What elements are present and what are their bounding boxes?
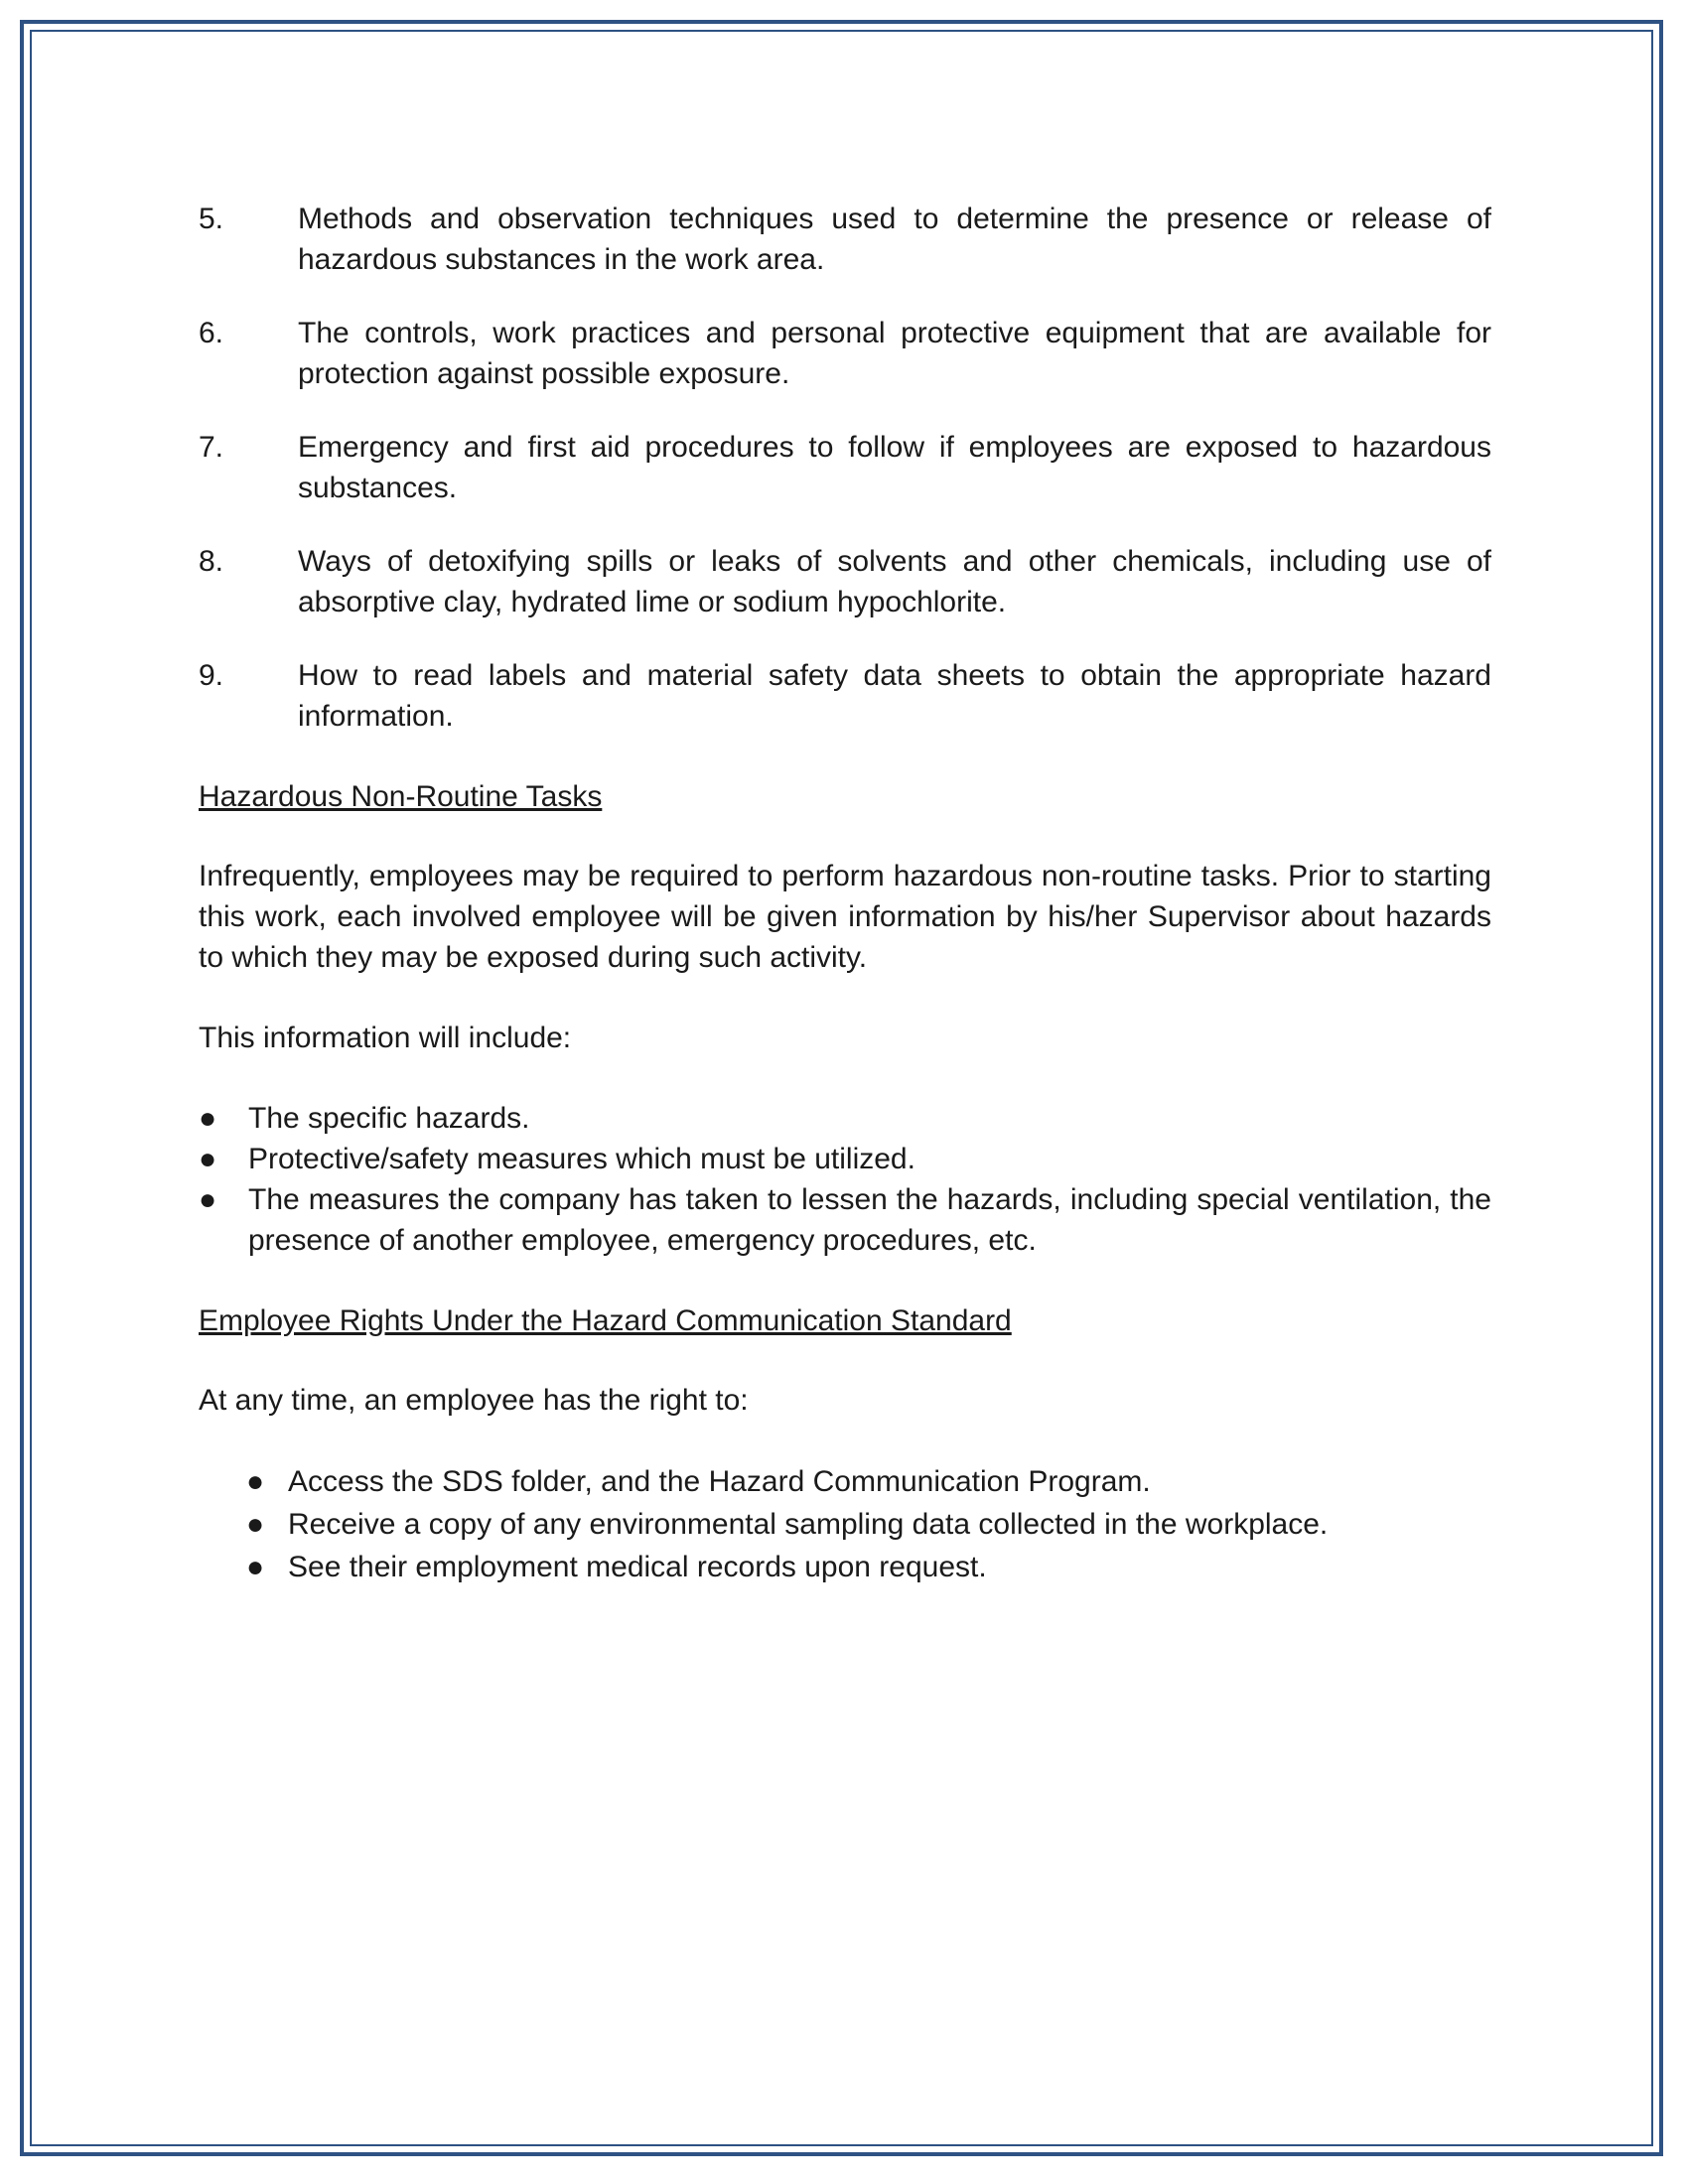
numbered-item: [199, 655, 1491, 737]
numbered-item: [199, 313, 1491, 394]
item-text: Emergency and first aid procedures to follow if employees are exposed to hazardous substances.: [298, 431, 1491, 504]
list-item: [199, 1139, 1491, 1179]
rights-intro: At any time, an employee has the right to:: [199, 1384, 749, 1417]
list-item: [199, 1546, 1491, 1588]
list-item: [199, 1503, 1491, 1546]
item-number: 8.: [199, 545, 224, 578]
list-item: [199, 1179, 1491, 1261]
numbered-item: [199, 541, 1491, 622]
item-text: How to read labels and material safety data sheets to obtain the appropriate hazard information.: [298, 659, 1491, 733]
list-item-text: The measures the company has taken to lessen the hazards, including special ventilation, the presence of another employee, emergency procedures, etc.: [248, 1183, 1491, 1257]
numbered-item: [199, 199, 1491, 280]
list-item: [199, 1460, 1491, 1503]
item-number: 7.: [199, 431, 224, 464]
list-item-text: Access the SDS folder, and the Hazard Communication Program.: [288, 1465, 1151, 1498]
bullet-icon: ●: [246, 1465, 265, 1498]
list-item-text: Receive a copy of any environmental sampling data collected in the workplace.: [288, 1508, 1329, 1541]
item-number: 5.: [199, 203, 224, 235]
numbered-item: [199, 427, 1491, 508]
nonroutine-paragraph: Infrequently, employees may be required to perform hazardous non-routine tasks. Prior to starting this work, each involved employee will be given information by his/her Supervisor about hazards to which they may be exposed during such activity.: [199, 860, 1491, 974]
nonroutine-bullet-list: [199, 1098, 1491, 1261]
bullet-icon: ●: [246, 1508, 265, 1541]
section-heading-rights: Employee Rights Under the Hazard Communication Standard: [199, 1304, 1012, 1337]
item-number: 6.: [199, 317, 224, 349]
bullet-icon: ●: [199, 1183, 217, 1216]
list-item: [199, 1098, 1491, 1139]
bullet-icon: ●: [199, 1143, 217, 1175]
section-heading-nonroutine: Hazardous Non-Routine Tasks: [199, 780, 603, 813]
item-number: 9.: [199, 659, 224, 692]
bullet-icon: ●: [199, 1102, 217, 1135]
bullet-icon: ●: [246, 1551, 265, 1583]
list-item-text: See their employment medical records upon request.: [288, 1551, 987, 1583]
item-text: Methods and observation techniques used to determine the presence or release of hazardous substances in the work area.: [298, 203, 1491, 276]
list-item-text: The specific hazards.: [248, 1102, 530, 1135]
rights-bullet-list: [199, 1460, 1491, 1588]
item-text: Ways of detoxifying spills or leaks of solvents and other chemicals, including use of absorptive clay, hydrated lime or sodium hypochlorite.: [298, 545, 1491, 618]
list-item-text: Protective/safety measures which must be utilized.: [248, 1143, 915, 1175]
item-text: The controls, work practices and personal protective equipment that are available for protection against possible exposure.: [298, 317, 1491, 390]
nonroutine-intro: This information will include:: [199, 1022, 572, 1054]
document-body: [199, 199, 1491, 1628]
